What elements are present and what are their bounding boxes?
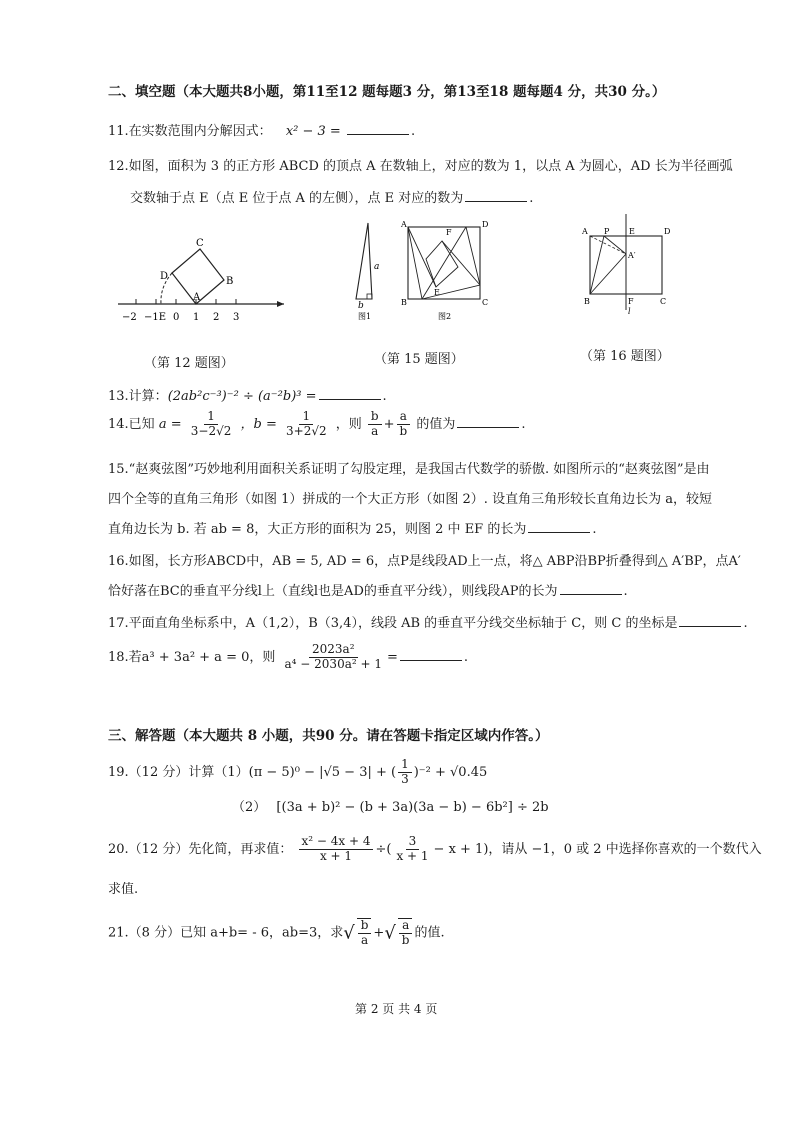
fig12-label-b: B: [226, 276, 234, 287]
fig16-label-F: F: [628, 297, 634, 306]
fig16-label-A-prime: A′: [628, 251, 636, 260]
fig12-tick-3: 3: [233, 312, 240, 323]
q19-p1-fraction: [398, 758, 412, 787]
question-14: [108, 410, 525, 439]
q13-end: .: [382, 389, 387, 404]
fig15-label-D: D: [482, 220, 489, 229]
fig16-label-P: P: [604, 227, 610, 236]
q12-line-1: 12.如图，面积为 3 的正方形 ABCD 的顶点 A 在数轴上，对应的数为 1，以点 A 为圆心，AD 长为半径画弧: [108, 159, 733, 174]
q21-r2-num: a: [399, 919, 412, 934]
q20-f2-num: 3: [406, 835, 420, 850]
fig16-label-B: B: [584, 297, 590, 306]
q14-a-fraction: [188, 410, 235, 439]
q21-plus: +: [373, 925, 385, 941]
fig16-label-C: C: [660, 297, 667, 306]
q14-f1-num: b: [368, 410, 382, 425]
fig15-label-C: C: [482, 298, 489, 307]
fig15-label-a: a: [374, 262, 380, 272]
q15-line-3-text: 直角边长为 b. 若 ab = 8，大正方形的面积为 25，则图 2 中 EF 的长为: [108, 522, 527, 537]
q15-end: .: [592, 522, 597, 537]
q21-r2-den: b: [401, 932, 410, 947]
q20-pre: 20.（12 分）先化简，再求值：: [108, 841, 293, 857]
fig12-tick-neg1e: −1E: [144, 312, 167, 323]
q21-r1-den: a: [360, 932, 369, 947]
figure-12: [112, 232, 292, 332]
q14-end-text: 的值为: [416, 416, 456, 432]
q14-f2-num: a: [397, 410, 410, 425]
q14-f1-den: a: [371, 423, 379, 438]
question-21: 21.（8 分）已知 a+b= - 6，ab=3，求√ $\frac{b}{a}$ +√ $\frac{a}{b}$ 的值.: [108, 918, 445, 947]
q15-answer-blank: [528, 519, 590, 533]
question-11: [108, 120, 415, 139]
q15-line-2: 四个全等的直角三角形（如图 1）拼成的一个大正方形（如图 2）. 设直角三角形较长直角边长为 a，较短: [108, 492, 712, 507]
q14-end: .: [521, 416, 526, 432]
q18-den: a⁴ − 2030a² + 1: [284, 656, 382, 671]
fig16-label-D: D: [664, 227, 671, 236]
q14-a-lhs: a =: [158, 416, 182, 432]
q14-f2: [397, 410, 411, 439]
q16-end: .: [623, 584, 628, 599]
q20-f2: [393, 835, 431, 864]
q14-answer-blank: [457, 414, 519, 428]
q19-part-1: [108, 758, 487, 787]
q16-answer-blank: [560, 581, 622, 595]
q17-answer-blank: [679, 613, 741, 627]
q14-a-den: 3−2√2: [190, 423, 232, 438]
q18-text: 18.若a³ + 3a² + a = 0，则: [108, 649, 276, 665]
q20-f2-den: x + 1: [396, 848, 429, 863]
q14-mid: ，则: [335, 416, 362, 432]
fig12-tick-neg2: −2: [122, 312, 137, 323]
q14-b-lhs: ，b =: [240, 416, 277, 432]
page-footer: 第 2 页 共 4 页: [355, 1002, 438, 1016]
q21-r2: [398, 918, 413, 948]
q13-expr: (2ab²c⁻³)⁻² ÷ (a⁻²b)³ =: [167, 389, 317, 404]
q15-line-1: 15.“赵爽弦图”巧妙地利用面积关系证明了勾股定理，是我国古代数学的骄傲. 如图所示的“赵爽弦图”是由: [108, 462, 710, 477]
q14-b-num: 1: [299, 410, 313, 425]
q14-f2-den: b: [399, 423, 408, 438]
q14-a-num: 1: [204, 410, 218, 425]
q13-text: 13.计算：: [108, 389, 168, 404]
q18-answer-blank: [400, 647, 462, 661]
fig12-tick-2: 2: [213, 312, 220, 323]
fig12-label-a: A: [193, 292, 201, 303]
q14-text: 14.已知: [108, 416, 155, 432]
question-13: [108, 385, 387, 404]
fig12-caption: （第 12 题图）: [144, 356, 234, 371]
q16-line-2: [108, 580, 628, 599]
fig12-label-c: C: [196, 238, 204, 249]
q21-post: 的值.: [414, 925, 445, 941]
question-17: [108, 612, 748, 631]
fig16-caption: （第 16 题图）: [580, 349, 670, 364]
q14-plus: +: [383, 416, 395, 432]
section-3-heading: 三、解答题（本大题共 8 小题，共90 分。请在答题卡指定区域内作答。）: [108, 728, 549, 744]
figure-16: [578, 210, 678, 315]
fig16-label-A: A: [582, 227, 588, 236]
section-2-heading: 二、填空题（本大题共8小题，第11至12 题每题3 分，第13至18 题每题4 分，共30 分。）: [108, 84, 666, 100]
q19-p1-num: 1: [398, 758, 412, 773]
q20-div: ÷(: [375, 841, 392, 857]
q12-answer-blank: [465, 188, 527, 202]
fig16-label-E: E: [629, 227, 635, 236]
q14-b-fraction: [283, 410, 330, 439]
q18-end: .: [463, 649, 469, 665]
q17-text: 17.平面直角坐标系中，A（1,2），B（3,4），线段 AB 的垂直平分线交坐标轴于 C，则 C 的坐标是: [108, 616, 678, 631]
fig12-tick-0: 0: [173, 312, 180, 323]
q18-num: 2023a²: [309, 643, 358, 658]
q19-p1-post: )⁻² + √0.45: [413, 764, 488, 780]
question-18: [108, 643, 468, 672]
q17-end: .: [743, 616, 748, 631]
q13-answer-blank: [319, 386, 381, 400]
q14-f1: [368, 410, 382, 439]
q19-p2-expr: [(3a + b)² − (b + 3a)(3a − b) − 6b²] ÷ 2b: [276, 800, 549, 815]
q11-text: 11.在实数范围内分解因式：: [108, 124, 272, 139]
figure-15: [338, 215, 498, 325]
q15-line-3: [108, 518, 596, 537]
q18-fraction: [282, 643, 385, 672]
q19-p2-label: （2）: [232, 800, 267, 815]
q16-line-1: 16.如图，长方形ABCD中，AB = 5, AD = 6，点P是线段AD上一点，将△ ABP沿BP折叠得到△ A′BP，点A′: [108, 554, 741, 569]
q20-f1-den: x + 1: [319, 848, 353, 863]
fig15-label-A: A: [401, 220, 407, 229]
q11-expr: x² − 3 =: [285, 124, 341, 139]
q20-f1-num: x² − 4x + 4: [299, 835, 374, 850]
q11-answer-blank: [347, 121, 409, 135]
fig15-label-b: b: [358, 301, 364, 311]
q19-part-2: [232, 796, 549, 815]
fig15-label-B: B: [401, 298, 407, 307]
q20-line-2: 求值.: [108, 882, 139, 897]
fig12-label-d: D: [160, 271, 169, 282]
q18-eq: =: [387, 649, 398, 665]
fig15-caption: （第 15 题图）: [374, 352, 464, 367]
q12-end: .: [529, 191, 534, 206]
q21-r1: [357, 918, 372, 948]
q12-line-2: [130, 187, 533, 206]
q21-r1-num: b: [358, 919, 372, 934]
q11-end: .: [410, 124, 416, 139]
q16-line-2-text: 恰好落在BC的垂直平分线l上（直线l也是AD的垂直平分线），则线段AP的长为: [108, 584, 558, 599]
fig12-tick-1: 1: [193, 312, 200, 323]
q19-p1-pre: 19.（12 分）计算（1）(π − 5)⁰ − |√5 − 3| + (: [108, 764, 397, 780]
fig15-label-F: F: [446, 228, 452, 237]
q20-post: − x + 1)，请从 −1，0 或 2 中选择你喜欢的一个数代入: [433, 841, 762, 857]
q20-f1: [299, 835, 374, 864]
q21-pre: 21.（8 分）已知 a+b= - 6，ab=3，求: [108, 925, 344, 941]
fig15-sub-1: 图1: [358, 312, 372, 321]
q19-p1-den: 3: [401, 771, 409, 786]
q20-line-1: [108, 835, 762, 864]
fig15-sub-2: 图2: [438, 312, 452, 321]
fig16-label-l: l: [628, 307, 631, 315]
q12-line-2-text: 交数轴于点 E（点 E 位于点 A 的左侧），点 E 对应的数为: [130, 191, 464, 206]
fig15-label-E: E: [434, 288, 440, 297]
q14-b-den: 3+2√2: [286, 423, 327, 438]
